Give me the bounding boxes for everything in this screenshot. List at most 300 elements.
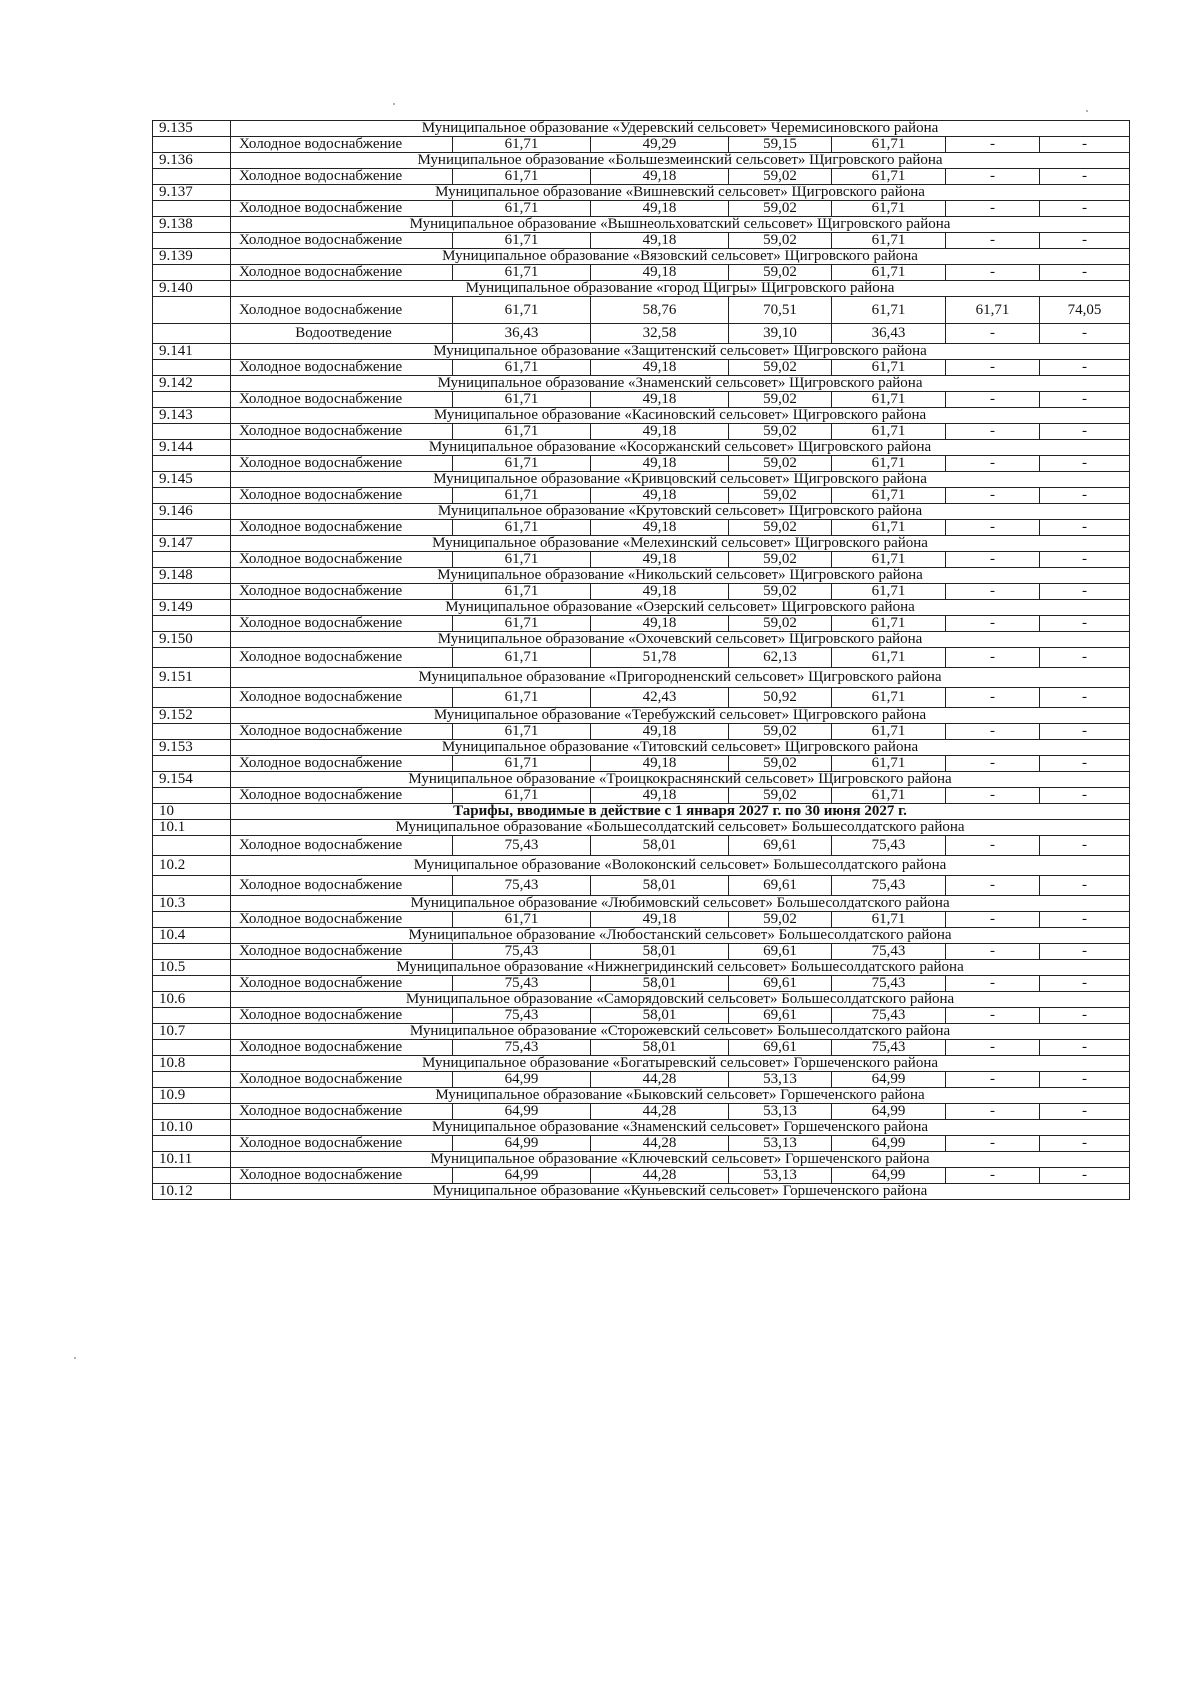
- empty-code-cell: [153, 788, 231, 804]
- tariff-value-col-3: 69,61: [729, 944, 832, 960]
- service-name: Холодное водоснабжение: [231, 876, 453, 896]
- tariff-row: [153, 137, 1130, 153]
- tariff-value-col-5: -: [946, 788, 1040, 804]
- tariff-value-col-4: 61,71: [832, 616, 946, 632]
- municipality-header-row: [153, 1120, 1130, 1136]
- service-name: Холодное водоснабжение: [231, 1072, 453, 1088]
- tariff-value-col-4: 61,71: [832, 137, 946, 153]
- empty-code-cell: [153, 944, 231, 960]
- row-code: 9.140: [153, 281, 231, 297]
- municipality-title: Муниципальное образование «Волоконский сельсовет» Большесолдатского района: [231, 856, 1130, 876]
- row-code: 9.147: [153, 536, 231, 552]
- tariff-value-col-3: 62,13: [729, 648, 832, 668]
- empty-code-cell: [153, 424, 231, 440]
- tariff-row: [153, 1040, 1130, 1056]
- tariff-value-col-4: 61,71: [832, 912, 946, 928]
- tariff-value-col-2: 58,76: [591, 297, 729, 324]
- tariff-value-col-3: 59,02: [729, 201, 832, 217]
- tariff-value-col-1: 61,71: [453, 169, 591, 185]
- service-name: Холодное водоснабжение: [231, 788, 453, 804]
- tariff-value-col-3: 70,51: [729, 297, 832, 324]
- service-name: Холодное водоснабжение: [231, 552, 453, 568]
- municipality-title: Муниципальное образование «Касиновский сельсовет» Щигровского района: [231, 408, 1130, 424]
- municipality-title: Муниципальное образование «Знаменский сельсовет» Щигровского района: [231, 376, 1130, 392]
- municipality-header-row: [153, 1024, 1130, 1040]
- tariff-value-col-1: 64,99: [453, 1168, 591, 1184]
- tariff-value-col-2: 49,18: [591, 201, 729, 217]
- tariff-value-col-5: -: [946, 688, 1040, 708]
- tariff-value-col-2: 51,78: [591, 648, 729, 668]
- tariff-value-col-2: 44,28: [591, 1072, 729, 1088]
- tariff-row: [153, 876, 1130, 896]
- tariff-value-col-1: 64,99: [453, 1136, 591, 1152]
- tariff-value-col-6: -: [1040, 424, 1130, 440]
- tariff-row: [153, 944, 1130, 960]
- municipality-title: Муниципальное образование «Сторожевский сельсовет» Большесолдатского района: [231, 1024, 1130, 1040]
- municipality-header-row: [153, 281, 1130, 297]
- tariff-value-col-3: 50,92: [729, 688, 832, 708]
- tariff-value-col-4: 61,71: [832, 233, 946, 249]
- tariff-value-col-5: -: [946, 424, 1040, 440]
- tariff-row: [153, 616, 1130, 632]
- row-code: 9.145: [153, 472, 231, 488]
- tariff-value-col-5: -: [946, 488, 1040, 504]
- tariff-value-col-1: 36,43: [453, 324, 591, 344]
- tariff-value-col-2: 44,28: [591, 1136, 729, 1152]
- tariff-value-col-5: -: [946, 392, 1040, 408]
- tariff-value-col-5: -: [946, 201, 1040, 217]
- tariff-value-col-4: 61,71: [832, 297, 946, 324]
- tariff-value-col-5: -: [946, 616, 1040, 632]
- empty-code-cell: [153, 616, 231, 632]
- municipality-header-row: [153, 217, 1130, 233]
- municipality-title: Муниципальное образование «Любостанский сельсовет» Большесолдатского района: [231, 928, 1130, 944]
- tariff-row: [153, 360, 1130, 376]
- tariff-value-col-2: 49,18: [591, 756, 729, 772]
- tariff-value-col-4: 64,99: [832, 1168, 946, 1184]
- tariff-value-col-5: -: [946, 912, 1040, 928]
- empty-code-cell: [153, 137, 231, 153]
- municipality-header-row: [153, 249, 1130, 265]
- tariff-value-col-5: -: [946, 836, 1040, 856]
- tariff-value-col-4: 61,71: [832, 688, 946, 708]
- municipality-title: Муниципальное образование «Любимовский сельсовет» Большесолдатского района: [231, 896, 1130, 912]
- tariff-value-col-3: 69,61: [729, 1040, 832, 1056]
- tariff-value-col-4: 75,43: [832, 836, 946, 856]
- tariff-value-col-4: 75,43: [832, 876, 946, 896]
- tariff-value-col-2: 58,01: [591, 944, 729, 960]
- tariff-value-col-1: 75,43: [453, 1008, 591, 1024]
- tariff-value-col-3: 59,02: [729, 616, 832, 632]
- row-code: 9.153: [153, 740, 231, 756]
- tariff-value-col-6: -: [1040, 756, 1130, 772]
- tariff-value-col-3: 59,02: [729, 724, 832, 740]
- tariff-row: [153, 488, 1130, 504]
- tariff-row: [153, 392, 1130, 408]
- tariff-row: [153, 324, 1130, 344]
- tariff-value-col-6: -: [1040, 688, 1130, 708]
- tariff-value-col-4: 61,71: [832, 724, 946, 740]
- service-name: Холодное водоснабжение: [231, 392, 453, 408]
- tariff-value-col-3: 59,02: [729, 520, 832, 536]
- tariff-row: [153, 976, 1130, 992]
- tariff-value-col-5: -: [946, 169, 1040, 185]
- tariff-value-col-1: 61,71: [453, 201, 591, 217]
- municipality-title: Муниципальное образование «Большесолдатский сельсовет» Большесолдатского района: [231, 820, 1130, 836]
- empty-code-cell: [153, 169, 231, 185]
- municipality-header-row: [153, 568, 1130, 584]
- tariff-value-col-4: 64,99: [832, 1136, 946, 1152]
- tariff-value-col-5: -: [946, 1072, 1040, 1088]
- row-code: 9.151: [153, 668, 231, 688]
- tariff-value-col-4: 75,43: [832, 976, 946, 992]
- row-code: 10.12: [153, 1184, 231, 1200]
- municipality-title: Муниципальное образование «Мелехинский сельсовет» Щигровского района: [231, 536, 1130, 552]
- tariff-table-page: [152, 120, 1102, 1200]
- municipality-header-row: [153, 1152, 1130, 1168]
- tariff-value-col-3: 59,02: [729, 912, 832, 928]
- scan-speck: [1086, 110, 1088, 112]
- tariff-value-col-5: -: [946, 1168, 1040, 1184]
- service-name: Холодное водоснабжение: [231, 137, 453, 153]
- tariff-row: [153, 648, 1130, 668]
- tariff-value-col-5: 61,71: [946, 297, 1040, 324]
- municipality-title: Муниципальное образование «Косоржанский сельсовет» Щигровского района: [231, 440, 1130, 456]
- tariff-value-col-1: 75,43: [453, 876, 591, 896]
- municipality-header-row: [153, 896, 1130, 912]
- municipality-title: Муниципальное образование «Никольский сельсовет» Щигровского района: [231, 568, 1130, 584]
- service-name: Холодное водоснабжение: [231, 976, 453, 992]
- row-code: 10.9: [153, 1088, 231, 1104]
- section-header-row: [153, 804, 1130, 820]
- municipality-header-row: [153, 856, 1130, 876]
- tariff-value-col-4: 61,71: [832, 552, 946, 568]
- tariff-value-col-1: 61,71: [453, 648, 591, 668]
- municipality-header-row: [153, 408, 1130, 424]
- tariff-value-col-6: -: [1040, 552, 1130, 568]
- municipality-header-row: [153, 992, 1130, 1008]
- row-code: 10.1: [153, 820, 231, 836]
- municipality-title: Муниципальное образование «Вязовский сельсовет» Щигровского района: [231, 249, 1130, 265]
- municipality-title: Муниципальное образование «Теребужский сельсовет» Щигровского района: [231, 708, 1130, 724]
- empty-code-cell: [153, 552, 231, 568]
- service-name: Холодное водоснабжение: [231, 944, 453, 960]
- row-code: 10: [153, 804, 231, 820]
- tariff-value-col-4: 36,43: [832, 324, 946, 344]
- tariff-row: [153, 169, 1130, 185]
- empty-code-cell: [153, 265, 231, 281]
- tariff-value-col-3: 53,13: [729, 1104, 832, 1120]
- municipality-header-row: [153, 708, 1130, 724]
- tariff-value-col-6: -: [1040, 1040, 1130, 1056]
- section-title: Тарифы, вводимые в действие с 1 января 2027 г. по 30 июня 2027 г.: [231, 804, 1130, 820]
- municipality-title: Муниципальное образование «Ключевский сельсовет» Горшеченского района: [231, 1152, 1130, 1168]
- tariff-value-col-6: -: [1040, 137, 1130, 153]
- tariff-value-col-6: -: [1040, 265, 1130, 281]
- tariff-row: [153, 584, 1130, 600]
- empty-code-cell: [153, 324, 231, 344]
- empty-code-cell: [153, 688, 231, 708]
- tariff-value-col-3: 59,02: [729, 360, 832, 376]
- tariff-value-col-6: -: [1040, 976, 1130, 992]
- tariff-value-col-2: 58,01: [591, 1040, 729, 1056]
- municipality-title: Муниципальное образование «Удеревский сельсовет» Черемисиновского района: [231, 121, 1130, 137]
- tariff-value-col-5: -: [946, 1040, 1040, 1056]
- empty-code-cell: [153, 201, 231, 217]
- tariff-value-col-5: -: [946, 876, 1040, 896]
- row-code: 10.7: [153, 1024, 231, 1040]
- service-name: Холодное водоснабжение: [231, 265, 453, 281]
- tariff-row: [153, 233, 1130, 249]
- tariff-value-col-4: 61,71: [832, 169, 946, 185]
- tariff-row: [153, 520, 1130, 536]
- tariff-value-col-2: 32,58: [591, 324, 729, 344]
- tariff-value-col-1: 61,71: [453, 456, 591, 472]
- municipality-header-row: [153, 472, 1130, 488]
- row-code: 10.6: [153, 992, 231, 1008]
- tariff-value-col-3: 59,02: [729, 456, 832, 472]
- tariff-value-col-4: 64,99: [832, 1104, 946, 1120]
- tariff-value-col-6: -: [1040, 788, 1130, 804]
- tariff-value-col-2: 44,28: [591, 1168, 729, 1184]
- municipality-header-row: [153, 928, 1130, 944]
- tariff-value-col-3: 39,10: [729, 324, 832, 344]
- municipality-title: Муниципальное образование «Вишневский сельсовет» Щигровского района: [231, 185, 1130, 201]
- tariff-value-col-4: 61,71: [832, 648, 946, 668]
- tariff-value-col-4: 61,71: [832, 456, 946, 472]
- empty-code-cell: [153, 1168, 231, 1184]
- municipality-title: Муниципальное образование «Нижнегридинский сельсовет» Большесолдатского района: [231, 960, 1130, 976]
- tariff-value-col-1: 61,71: [453, 488, 591, 504]
- tariff-value-col-1: 61,71: [453, 584, 591, 600]
- tariff-value-col-6: -: [1040, 1136, 1130, 1152]
- tariff-value-col-3: 59,02: [729, 788, 832, 804]
- municipality-title: Муниципальное образование «Защитенский сельсовет» Щигровского района: [231, 344, 1130, 360]
- municipality-title: Муниципальное образование «Знаменский сельсовет» Горшеченского района: [231, 1120, 1130, 1136]
- municipality-title: Муниципальное образование «Саморядовский сельсовет» Большесолдатского района: [231, 992, 1130, 1008]
- tariff-value-col-2: 44,28: [591, 1104, 729, 1120]
- empty-code-cell: [153, 836, 231, 856]
- tariff-value-col-4: 61,71: [832, 424, 946, 440]
- service-name: Холодное водоснабжение: [231, 1168, 453, 1184]
- service-name: Холодное водоснабжение: [231, 912, 453, 928]
- municipality-title: Муниципальное образование «Пригородненский сельсовет» Щигровского района: [231, 668, 1130, 688]
- tariff-value-col-3: 59,02: [729, 265, 832, 281]
- tariff-value-col-3: 59,15: [729, 137, 832, 153]
- tariff-row: [153, 1168, 1130, 1184]
- tariff-row: [153, 552, 1130, 568]
- tariff-value-col-2: 49,18: [591, 552, 729, 568]
- empty-code-cell: [153, 520, 231, 536]
- row-code: 9.138: [153, 217, 231, 233]
- municipality-title: Муниципальное образование «Вышнеольховатский сельсовет» Щигровского района: [231, 217, 1130, 233]
- tariff-value-col-3: 69,61: [729, 876, 832, 896]
- empty-code-cell: [153, 1040, 231, 1056]
- tariff-value-col-4: 61,71: [832, 520, 946, 536]
- row-code: 9.137: [153, 185, 231, 201]
- tariff-value-col-1: 64,99: [453, 1072, 591, 1088]
- service-name: Холодное водоснабжение: [231, 456, 453, 472]
- municipality-title: Муниципальное образование «Крутовский сельсовет» Щигровского района: [231, 504, 1130, 520]
- service-name: Холодное водоснабжение: [231, 724, 453, 740]
- tariff-value-col-6: -: [1040, 456, 1130, 472]
- service-name: Водоотведение: [231, 324, 453, 344]
- tariff-value-col-4: 75,43: [832, 1040, 946, 1056]
- tariff-value-col-1: 61,71: [453, 424, 591, 440]
- empty-code-cell: [153, 360, 231, 376]
- tariff-table: [152, 120, 1130, 1200]
- empty-code-cell: [153, 584, 231, 600]
- tariff-value-col-1: 75,43: [453, 944, 591, 960]
- service-name: Холодное водоснабжение: [231, 1040, 453, 1056]
- tariff-value-col-3: 59,02: [729, 169, 832, 185]
- tariff-value-col-2: 49,18: [591, 360, 729, 376]
- tariff-value-col-2: 49,18: [591, 233, 729, 249]
- tariff-value-col-3: 53,13: [729, 1168, 832, 1184]
- tariff-value-col-5: -: [946, 324, 1040, 344]
- tariff-row: [153, 456, 1130, 472]
- service-name: Холодное водоснабжение: [231, 756, 453, 772]
- tariff-value-col-6: -: [1040, 201, 1130, 217]
- tariff-value-col-1: 64,99: [453, 1104, 591, 1120]
- empty-code-cell: [153, 456, 231, 472]
- tariff-value-col-4: 61,71: [832, 756, 946, 772]
- tariff-value-col-6: -: [1040, 836, 1130, 856]
- tariff-value-col-6: -: [1040, 233, 1130, 249]
- tariff-value-col-3: 59,02: [729, 584, 832, 600]
- municipality-header-row: [153, 185, 1130, 201]
- tariff-value-col-6: -: [1040, 876, 1130, 896]
- tariff-value-col-6: -: [1040, 488, 1130, 504]
- tariff-value-col-3: 59,02: [729, 392, 832, 408]
- tariff-value-col-5: -: [946, 456, 1040, 472]
- row-code: 10.8: [153, 1056, 231, 1072]
- tariff-value-col-6: -: [1040, 912, 1130, 928]
- tariff-value-col-6: -: [1040, 520, 1130, 536]
- municipality-header-row: [153, 820, 1130, 836]
- tariff-row: [153, 1136, 1130, 1152]
- tariff-row: [153, 788, 1130, 804]
- tariff-value-col-6: -: [1040, 724, 1130, 740]
- municipality-header-row: [153, 536, 1130, 552]
- tariff-value-col-3: 59,02: [729, 424, 832, 440]
- tariff-value-col-2: 49,18: [591, 456, 729, 472]
- empty-code-cell: [153, 1008, 231, 1024]
- municipality-header-row: [153, 121, 1130, 137]
- tariff-value-col-5: -: [946, 584, 1040, 600]
- tariff-value-col-4: 61,71: [832, 201, 946, 217]
- tariff-row: [153, 424, 1130, 440]
- row-code: 10.10: [153, 1120, 231, 1136]
- tariff-value-col-1: 75,43: [453, 1040, 591, 1056]
- tariff-value-col-4: 61,71: [832, 392, 946, 408]
- tariff-row: [153, 724, 1130, 740]
- municipality-header-row: [153, 632, 1130, 648]
- tariff-value-col-3: 53,13: [729, 1072, 832, 1088]
- empty-code-cell: [153, 233, 231, 249]
- tariff-value-col-6: -: [1040, 944, 1130, 960]
- tariff-value-col-6: -: [1040, 392, 1130, 408]
- tariff-value-col-6: -: [1040, 648, 1130, 668]
- empty-code-cell: [153, 648, 231, 668]
- tariff-value-col-1: 61,71: [453, 233, 591, 249]
- tariff-value-col-2: 49,18: [591, 520, 729, 536]
- row-code: 9.152: [153, 708, 231, 724]
- empty-code-cell: [153, 1104, 231, 1120]
- tariff-value-col-6: -: [1040, 324, 1130, 344]
- municipality-title: Муниципальное образование «Троицкокраснянский сельсовет» Щигровского района: [231, 772, 1130, 788]
- municipality-title: Муниципальное образование «Большезмеинский сельсовет» Щигровского района: [231, 153, 1130, 169]
- scan-speck: [74, 1357, 76, 1359]
- tariff-table-body: [153, 121, 1130, 1200]
- tariff-value-col-3: 59,02: [729, 552, 832, 568]
- row-code: 10.4: [153, 928, 231, 944]
- tariff-value-col-5: -: [946, 976, 1040, 992]
- service-name: Холодное водоснабжение: [231, 424, 453, 440]
- row-code: 9.146: [153, 504, 231, 520]
- tariff-value-col-5: -: [946, 648, 1040, 668]
- tariff-value-col-4: 61,71: [832, 584, 946, 600]
- tariff-value-col-5: -: [946, 1008, 1040, 1024]
- municipality-header-row: [153, 440, 1130, 456]
- row-code: 9.141: [153, 344, 231, 360]
- tariff-value-col-2: 49,18: [591, 488, 729, 504]
- tariff-value-col-1: 61,71: [453, 756, 591, 772]
- tariff-row: [153, 297, 1130, 324]
- service-name: Холодное водоснабжение: [231, 169, 453, 185]
- municipality-title: Муниципальное образование «Быковский сельсовет» Горшеченского района: [231, 1088, 1130, 1104]
- tariff-value-col-3: 59,02: [729, 756, 832, 772]
- tariff-value-col-5: -: [946, 360, 1040, 376]
- tariff-value-col-1: 61,71: [453, 552, 591, 568]
- tariff-value-col-2: 49,29: [591, 137, 729, 153]
- tariff-value-col-5: -: [946, 944, 1040, 960]
- tariff-value-col-4: 61,71: [832, 265, 946, 281]
- tariff-row: [153, 912, 1130, 928]
- empty-code-cell: [153, 912, 231, 928]
- tariff-value-col-6: -: [1040, 1168, 1130, 1184]
- municipality-header-row: [153, 504, 1130, 520]
- tariff-row: [153, 265, 1130, 281]
- service-name: Холодное водоснабжение: [231, 648, 453, 668]
- tariff-value-col-2: 49,18: [591, 392, 729, 408]
- row-code: 9.139: [153, 249, 231, 265]
- row-code: 9.149: [153, 600, 231, 616]
- tariff-value-col-2: 49,18: [591, 584, 729, 600]
- tariff-row: [153, 688, 1130, 708]
- service-name: Холодное водоснабжение: [231, 1104, 453, 1120]
- tariff-value-col-4: 75,43: [832, 944, 946, 960]
- tariff-value-col-3: 59,02: [729, 233, 832, 249]
- row-code: 10.11: [153, 1152, 231, 1168]
- tariff-value-col-5: -: [946, 1136, 1040, 1152]
- row-code: 10.2: [153, 856, 231, 876]
- tariff-value-col-3: 69,61: [729, 976, 832, 992]
- tariff-value-col-2: 49,18: [591, 265, 729, 281]
- tariff-value-col-2: 58,01: [591, 1008, 729, 1024]
- tariff-value-col-6: -: [1040, 169, 1130, 185]
- service-name: Холодное водоснабжение: [231, 201, 453, 217]
- municipality-header-row: [153, 344, 1130, 360]
- tariff-row: [153, 836, 1130, 856]
- tariff-value-col-2: 49,18: [591, 424, 729, 440]
- tariff-value-col-1: 61,71: [453, 616, 591, 632]
- tariff-value-col-6: -: [1040, 1104, 1130, 1120]
- service-name: Холодное водоснабжение: [231, 688, 453, 708]
- tariff-value-col-6: 74,05: [1040, 297, 1130, 324]
- tariff-value-col-3: 69,61: [729, 1008, 832, 1024]
- tariff-value-col-4: 61,71: [832, 788, 946, 804]
